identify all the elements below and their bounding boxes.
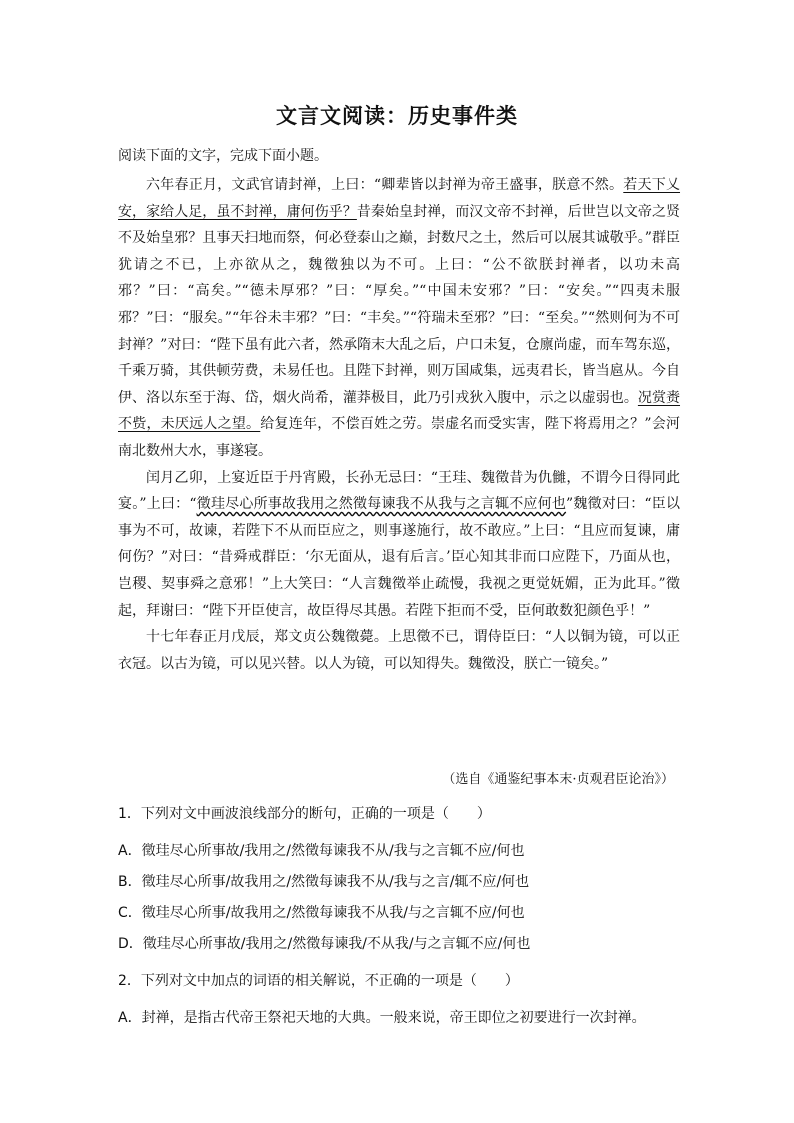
question-1-option-b: B．徵珪尽心所事/故我用之/然徵每谏我不从/我与之言/辄不应/何也 — [118, 874, 530, 890]
p1-text-e: 给复连年，不偿百姓之劳。崇虚名而受实害，陛下将焉用之？”会河南北数州大水，事遂寝。 — [118, 416, 681, 459]
p1-text-c: 昔秦始皇封禅，而汉文帝不封禅，后世岂以文帝之贤不及始皇邪？且事天扫地而祭，何必登泰山之巅，封数尺之土，然后可以展其诚敬乎。”群臣犹请之不已，上亦欲从之，魏徵独以为不可。上曰：“公不欲朕封禅者，以功未高邪？”曰：“高矣。”“德未厚邪？”曰：“厚矣。”“中国未安邪？”曰：“安矣。”“四夷未服邪？”曰：“服矣。”“年谷未丰邪？”曰：“丰矣。”“符瑞未至邪？”曰：“至矣。”“然则何为不可封禅？”对曰：“陛下虽有此六者，然承隋末大乱之后，户口未复，仓廪尚虚，而车驾东巡，千乘万骑，其供顿劳费，未易任也。且陛下封禅，则万国咸集，远夷君长，皆当扈从。今自伊、洛以东至于海、岱，烟火尚希，灌莽极目，此乃引戎狄入腹中，示之以虚弱也。 — [118, 203, 681, 406]
source-citation: （选自《通鉴纪事本末·贞观君臣论治》） — [442, 772, 674, 787]
p1-text-a: 六年春正月，文武官请封禅，上曰：“卿辈皆以封禅为帝王盛事，朕意不然。 — [146, 177, 624, 193]
p2-text-a: 闰月乙卯，上宴近臣于丹宵殿，长孙无忌曰：“王珪、魏徵昔为仇雠，不谓今日得同此宴。”上曰：“ — [118, 469, 680, 513]
question-1-stem: 1．下列对文中画波浪线部分的断句，正确的一项是（ ） — [118, 806, 491, 822]
question-2-option-a: A．封禅，是指古代帝王祭祀天地的大典。一般来说，帝王即位之初要进行一次封禅。 — [118, 1010, 646, 1026]
question-1-option-c: C．徵珪尽心所事/故我用之/然徵每谏我不从我/与之言辄不应/何也 — [118, 905, 525, 921]
p2-wavy-underlined: 徵珪尽心所事故我用之然徵每谏我不从我与之言辄不应何也 — [196, 496, 567, 513]
passage-paragraph-1 — [118, 172, 680, 465]
passage-paragraph-3: 十七年春正月戊辰，郑文贞公魏徵薨。上思徵不已，谓侍臣曰：“人以铜为镜，可以正衣冠。以古为镜，可以见兴替。以人为镜，可以知得失。魏徵没，朕亡一镜矣。” — [118, 629, 680, 672]
p1-underlined-2: 况赏赉不赀，未厌远人之望。 — [118, 389, 681, 433]
instruction-text: 阅读下面的文字，完成下面小题。 — [118, 148, 328, 164]
p2-text-c: ”魏徵对曰：“臣以事为不可，故谏，若陛下不从而臣应之，则事遂施行，故不敢应。”上曰：“且应而复谏，庸何伤？”对曰：“昔舜戒群臣：‘尔无面从，退有后言。’臣心知其非而口应陛下，乃面从也，岂稷、契事舜之意邪！”上大笑曰：“人言魏徵举止疏慢，我视之更觉妩媚，正为此耳。”徵起，拜谢曰：“陛下开臣使言，故臣得尽其愚。若陛下拒而不受，臣何敢数犯颜色乎！” — [118, 496, 680, 619]
question-1-option-a: A．徵珪尽心所事故/我用之/然徵每谏我不从/我与之言辄不应/何也 — [118, 843, 525, 859]
p1-underlined-1: 若天下乂安，家给人足，虽不封禅，庸何伤乎？ — [118, 177, 681, 220]
page-title: 文言文阅读：历史事件类 — [276, 104, 518, 128]
classical-passage — [118, 172, 680, 677]
question-2-stem: 2．下列对文中加点的词语的相关解说，不正确的一项是（ ） — [118, 973, 519, 989]
question-1-option-d: D．徵珪尽心所事故/我用之/然徵每谏我/不从我/与之言辄不应/何也 — [118, 936, 531, 952]
passage-paragraph-2 — [118, 465, 680, 625]
